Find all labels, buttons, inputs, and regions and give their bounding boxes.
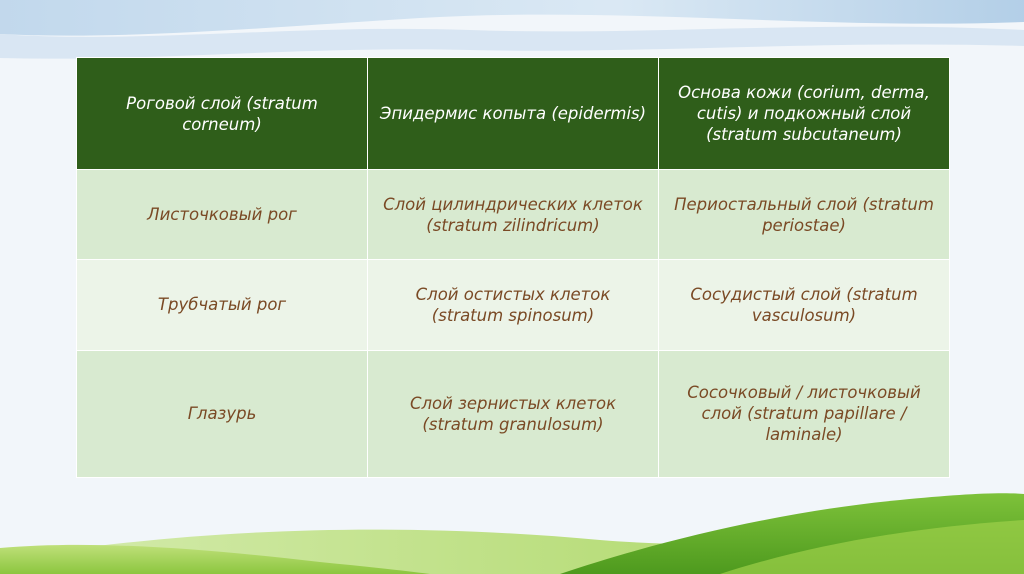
- header-cell: Роговой слой (stratum corneum): [77, 58, 368, 170]
- table-row: [77, 350, 950, 477]
- hoof-layers-table-container: [76, 57, 949, 478]
- table-cell: Трубчатый рог: [77, 260, 368, 350]
- header-cell: Эпидермис копыта (epidermis): [368, 58, 659, 170]
- table-cell: Слой остистых клеток (stratum spinosum): [368, 260, 659, 350]
- table-row: [77, 260, 950, 350]
- table-header-row: [77, 58, 950, 170]
- table-cell: Сосочковый / листочковый слой (stratum papillare / laminale): [659, 350, 950, 477]
- table-cell: Сосудистый слой (stratum vasculosum): [659, 260, 950, 350]
- table-cell: Глазурь: [77, 350, 368, 477]
- table-cell: Периостальный слой (stratum periostae): [659, 170, 950, 260]
- table-cell: Слой зернистых клеток (stratum granulosum): [368, 350, 659, 477]
- table-row: [77, 170, 950, 260]
- header-cell: Основа кожи (corium, derma, cutis) и подкожный слой (stratum subcutaneum): [659, 58, 950, 170]
- hoof-layers-table: [76, 57, 950, 478]
- table-cell: Листочковый рог: [77, 170, 368, 260]
- table-cell: Слой цилиндрических клеток (stratum zilindricum): [368, 170, 659, 260]
